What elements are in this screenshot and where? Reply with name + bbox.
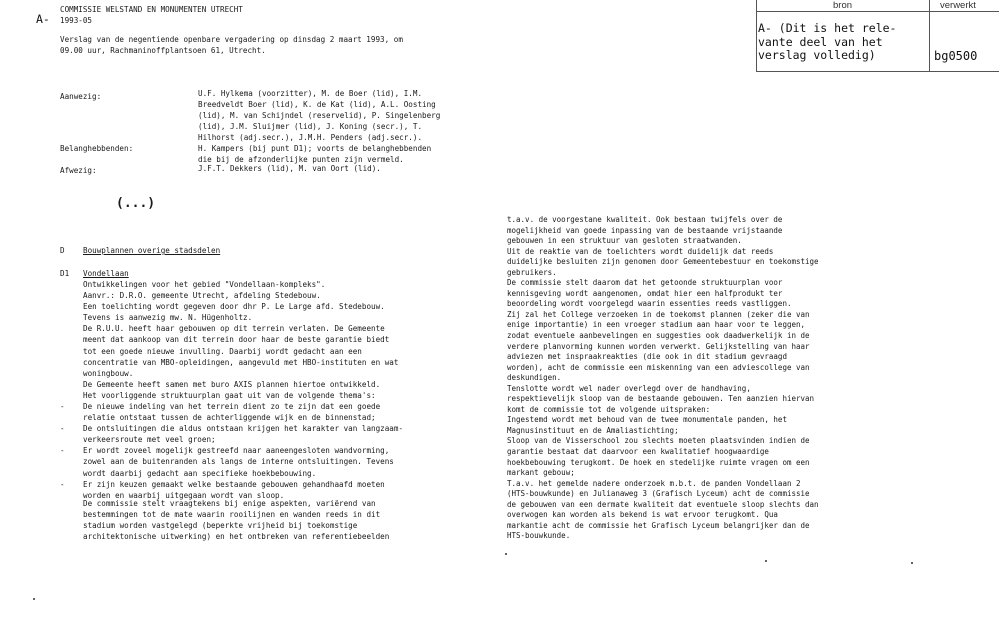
body-line: Aanvr.: D.R.O. gemeente Utrecht, afdeling Stedebouw. [83, 291, 321, 301]
source-note-line: A- (Dit is het rele- [758, 21, 897, 35]
body-line: concentratie van MBO-opleidingen, aangevuld met HBO-instituten en wat [83, 357, 399, 367]
ellipsis: (...) [116, 196, 156, 211]
bullet-mark: - [60, 446, 65, 456]
body-line: komt de commissie tot de volgende uitspraken: [507, 404, 711, 414]
present-line: Breedveldt Boer (lid), K. de Kat (lid), A.L. Oosting [198, 100, 436, 110]
body-line: stadium worden vastgelegd (beperkte vrijheid bij toekomstige [83, 521, 358, 531]
bullet-line: De ontsluitingen die aldus ontstaan krijgen het karakter van langzaam- [83, 424, 404, 434]
right-column [507, 215, 819, 542]
present-line: U.F. Hylkema (voorzitter), M. de Boer (lid), I.M. [198, 89, 423, 98]
bullet-line: worden en waarbij uitgegaan wordt van sloop. [83, 490, 285, 500]
org-name: COMMISSIE WELSTAND EN MONUMENTEN UTRECHT [60, 5, 243, 14]
left-column [83, 279, 398, 401]
bullet-line: zowel aan de buitenranden als langs de interne ontsluitingen. Tevens [83, 457, 394, 467]
body-line: markantie acht de commissie het Grafisch Lyceum belangrijker dan de [507, 520, 810, 530]
bullet-item [60, 445, 403, 478]
body-line: kennisgeving wordt aangenomen, omdat hier een halfprodukt ter [507, 288, 783, 298]
body-line: markant gebouw; [507, 468, 575, 478]
bullet-line: relatie ontstaat tussen de achterliggende wijk en de binnenstad; [83, 413, 376, 423]
body-line: woningbouw. [83, 368, 134, 378]
item-title: Vondellaan [83, 269, 129, 278]
body-line: De Gemeente heeft samen met buro AXIS plannen hiertoe ontwikkeld. [83, 379, 381, 389]
intro [60, 34, 403, 56]
body-line: duidelijke besluiten zijn genomen door Gemeentebestuur en toekomstige [507, 257, 819, 267]
body-line: Ontwikkelingen voor het gebied "Vondellaan-kompleks". [83, 280, 326, 289]
bullet-line: wordt daarbij gedacht aan specifieke hoekbebouwing. [83, 468, 317, 478]
stakeholders-line: die bij de afzonderlijke punten zijn vermeld. [198, 155, 404, 165]
intro-line: Verslag van de negentiende openbare vergadering op dinsdag 2 maart 1993, om [60, 35, 403, 44]
bullet-line: verkeersroute met veel groen; [83, 435, 216, 445]
body-line: (HTS-bouwkunde) en Julianaweg 3 (Grafisch Lyceum) acht de commissie [507, 489, 810, 499]
body-line: beoordeling wordt voorgelegd waarin essenties reeds vastliggen. [507, 299, 792, 309]
body-line: respektievelijk sloop van de bestaande gebouwen. Ten aanzien hiervan [507, 394, 815, 404]
processed-code: bg0500 [934, 49, 978, 63]
body-line: adviezen met inspraakreakties (die ook in dit stadium gevraagd [507, 352, 787, 362]
present-line: (lid), M. van Schijndel (reservelid), P. Singelenberg [198, 111, 441, 121]
body-line: zodat eventuele aanbevelingen en suggesties ook daadwerkelijk in de [507, 331, 810, 341]
present-list [198, 88, 440, 143]
scan-speck [911, 562, 913, 564]
body-line: Ingestemd wordt met behoud van de twee monumentale panden, het [507, 415, 787, 425]
stakeholders-label: Belanghebbenden: [60, 144, 134, 153]
column-header-processed: verwerkt [940, 0, 976, 11]
item-code: D1 [60, 269, 70, 278]
column-header-source: bron [833, 0, 853, 11]
bullet-list [60, 401, 403, 501]
bullet-line: Er wordt zoveel mogelijk gestreefd naar aaneengesloten wandvorming, [83, 446, 390, 456]
body-line: hoekbebouwing terugkomt. De hoek en stedelijke ruimte vragen om een [507, 457, 810, 467]
body-line: HTS-bouwkunde. [507, 531, 571, 541]
absent-list: J.F.T. Dekkers (lid), M. van Oort (lid). [198, 164, 381, 173]
body-line: Tevens is aanwezig mw. N. Hügenholtz. [83, 313, 253, 323]
intro-line: 09.00 uur, Rachmaninoffplantsoen 61, Utrecht. [60, 46, 266, 56]
bullet-item [60, 401, 403, 423]
body-line: Uit de reaktie van de toelichters wordt duidelijk dat reeds [507, 246, 774, 256]
body-line: bestemmingen tot de mate waarin rooilijnen en wanden reeds in dit [83, 510, 381, 520]
body-line: tot een goede nieuwe invulling. Daarbij wordt gedacht aan een [83, 346, 362, 356]
present-line: Hilhorst (adj.secr.), J.M.H. Penders (adj.secr.). [198, 133, 423, 143]
stakeholders-list [198, 143, 431, 165]
absent-label: Afwezig: [60, 166, 97, 175]
body-line: De commissie stelt daarom dat het getoonde struktuurplan voor [507, 278, 783, 288]
scan-speck [765, 560, 767, 562]
body-line: mogelijkheid van goede inpassing van de bestaande vrijstaande [507, 225, 783, 235]
stakeholders-line: H. Kampers (bij punt D1); voorts de belanghebbenden [198, 144, 432, 153]
section-title: Bouwplannen overige stadsdelen [83, 246, 221, 255]
body-line: t.a.v. de voorgestane kwaliteit. Ook bestaan twijfels over de [507, 215, 783, 224]
body-line: Zij zal het College verzoeken in de toekomst plannen (zeker die van [507, 309, 810, 319]
body-line: Het voorliggende struktuurplan gaat uit van de volgende thema's: [83, 390, 376, 400]
bullet-line: De nieuwe indeling van het terrein dient zo te zijn dat een goede [83, 402, 381, 411]
body-line: architektonische uitwerking) en het ontbreken van referentiebeelden [83, 532, 390, 542]
doc-year: 1993-05 [60, 16, 93, 25]
body-line: deskundigen. [507, 373, 562, 383]
body-line: meent dat aankoop van dit terrein door haar de beste garantie biedt [83, 335, 390, 345]
scan-speck [505, 553, 507, 555]
body-line: Tenslotte wordt wel nader overlegd over de handhaving, [507, 383, 751, 393]
body-line: De commissie stelt vraagtekens bij enige aspekten, variërend van [83, 499, 376, 508]
body-line: De R.U.U. heeft haar gebouwen op dit terrein verlaten. De Gemeente [83, 324, 385, 334]
body-line: gebouwen in een struktuur van gesloten straatwanden. [507, 236, 742, 246]
body-line: enige importantie) in een vroeger stadium aan haar voor te leggen, [507, 320, 806, 330]
body-line: worden), acht de commissie een miskenning van een adviescollege van [507, 362, 810, 372]
body-line: verdere planvorming kunnen worden verwerkt. Gelijkstelling van haar [507, 341, 810, 351]
body-line: T.a.v. het gemelde nadere onderzoek m.b.t. de panden Vondellaan 2 [507, 478, 801, 488]
bullet-mark: - [60, 424, 65, 434]
source-note-line: verslag volledig) [758, 48, 876, 62]
body-line: de gebouwen van een dermate kwaliteit dat eventuele sloop slechts dan [507, 499, 819, 509]
present-line: (lid), J.M. Sluijmer (lid), J. Koning (secr.), T. [198, 122, 423, 132]
body-line: overwogen kan worden als bekend is wat ervoor terugkomt. Qua [507, 510, 778, 520]
scan-speck [33, 598, 35, 600]
left-tail [83, 498, 389, 542]
margin-mark: A- [36, 12, 50, 26]
body-line: Magnusinstituut en de Amaliastichting; [507, 425, 679, 435]
source-note [758, 22, 896, 63]
source-note-line: vante deel van het [758, 34, 883, 49]
body-line: Sloop van de Visserschool zou slechts moeten plaatsvinden indien de [507, 436, 810, 446]
bullet-mark: - [60, 402, 65, 411]
present-label: Aanwezig: [60, 92, 102, 101]
bullet-mark: - [60, 479, 65, 489]
body-line: gebruikers. [507, 267, 557, 277]
body-line: garantie bestaat dat daarvoor een kwalitatief hoogwaardige [507, 447, 769, 457]
source-table-divider [929, 0, 930, 71]
bullet-item [60, 423, 403, 445]
body-line: Een toelichting wordt gegeven door dhr P. Le Large afd. Stedebouw. [83, 302, 385, 312]
section-code: D [60, 246, 65, 255]
bullet-line: Er zijn keuzen gemaakt welke bestaande gebouwen gehandhaafd moeten [83, 479, 385, 489]
